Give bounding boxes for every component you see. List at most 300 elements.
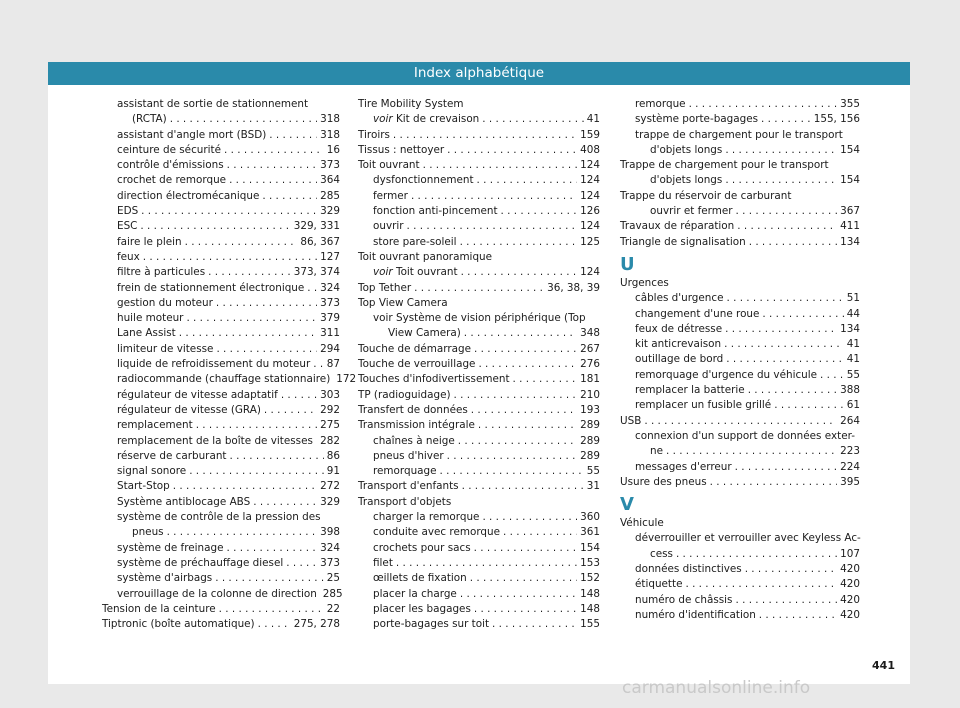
index-entry: [620, 337, 860, 352]
index-heading: Top View Camera: [358, 296, 448, 309]
page-reference: 25: [326, 572, 340, 585]
index-entry: [620, 547, 860, 562]
dot-leader: [440, 464, 584, 479]
entry-term: réserve de carburant: [117, 449, 227, 462]
entry-term: numéro d'identification: [635, 608, 756, 621]
dot-leader: [726, 352, 844, 367]
index-entry: [358, 403, 600, 418]
index-entry: [102, 296, 340, 311]
index-entry: [620, 398, 860, 413]
page-reference: 311: [320, 327, 340, 340]
entry-term: messages d'erreur: [635, 460, 732, 473]
page-reference: 210: [580, 388, 600, 401]
index-entry: [620, 204, 860, 219]
index-entry: [358, 281, 600, 296]
page-reference: 124: [580, 220, 600, 233]
dot-leader: [460, 587, 577, 602]
entry-term: direction électromécanique: [117, 189, 260, 202]
entry-term: feux: [117, 250, 140, 263]
dot-leader: [685, 577, 837, 592]
index-entry: [620, 444, 860, 459]
entry-term: Touches d'infodivertissement: [358, 373, 510, 386]
page-reference: 148: [580, 602, 600, 615]
page-reference: 152: [580, 572, 600, 585]
index-entry: [102, 342, 340, 357]
entry-term: placer la charge: [373, 587, 457, 600]
page-reference: 154: [840, 143, 860, 156]
index-entry: [358, 479, 600, 494]
dot-leader: [143, 250, 317, 265]
page-reference: 107: [840, 547, 860, 560]
entry-term-text: Kit de crevaison: [395, 113, 480, 126]
dot-leader: [264, 403, 317, 418]
dot-leader: [170, 112, 317, 127]
index-entry: [620, 352, 860, 367]
index-entry: [102, 602, 340, 617]
entry-term: système porte-bagages: [635, 113, 759, 126]
dot-leader: [736, 204, 838, 219]
entry-term: Transfert de données: [358, 403, 468, 416]
dot-leader: [286, 556, 317, 571]
page-reference: 154: [840, 174, 860, 187]
dot-leader: [173, 479, 317, 494]
dot-leader: [492, 617, 577, 632]
entry-term: frein de stationnement électronique: [117, 281, 305, 294]
entry-term: remplacement de la boîte de vitesses: [117, 434, 313, 447]
page-reference: 155, 156: [813, 113, 860, 126]
dot-leader: [462, 479, 584, 494]
index-entry: [102, 326, 340, 341]
page-reference: 41: [586, 113, 600, 126]
entry-term: radiocommande (chauffage stationnaire): [117, 373, 331, 386]
index-entry: [102, 434, 340, 449]
index-column-2: [358, 97, 600, 632]
index-entry: [102, 617, 340, 632]
section-letter: U: [620, 253, 635, 275]
page-reference: 398: [320, 526, 340, 539]
index-entry: [102, 128, 340, 143]
index-entry: [620, 307, 860, 322]
dot-leader: [140, 219, 290, 234]
page-reference: 303: [320, 388, 340, 401]
page-reference: 276: [580, 358, 600, 371]
index-entry: [102, 372, 357, 387]
page-reference: 272: [320, 480, 340, 493]
entry-term: gestion du moteur: [117, 296, 213, 309]
index-entry: [620, 475, 860, 490]
dot-leader: [224, 143, 324, 158]
index-entry: [102, 265, 340, 280]
index-entry: [620, 322, 860, 337]
index-entry: [358, 449, 600, 464]
page-reference: 289: [580, 419, 600, 432]
index-entry: [102, 173, 340, 188]
index-entry: [102, 281, 340, 296]
dot-leader: [167, 525, 318, 540]
page-reference: 267: [580, 342, 600, 355]
index-entry: [358, 617, 600, 632]
entry-term: [373, 112, 479, 127]
entry-term: Transmission intégrale: [358, 419, 475, 432]
index-entry: [620, 143, 860, 158]
dot-leader: [477, 173, 578, 188]
page-reference: 324: [320, 281, 340, 294]
entry-term: charger la remorque: [373, 511, 480, 524]
dot-leader: [447, 143, 577, 158]
index-heading: Tire Mobility System: [358, 98, 464, 110]
page-reference: 275, 278: [293, 618, 340, 631]
index-heading: Trappe de chargement pour le transport: [620, 159, 829, 172]
dot-leader: [725, 143, 837, 158]
page-reference: 355: [840, 98, 860, 110]
entry-term: Système antiblocage ABS: [117, 495, 251, 508]
entry-term: remplacer un fusible grillé: [635, 399, 772, 412]
entry-term: fermer: [373, 189, 408, 202]
page-reference: 91: [326, 465, 340, 478]
index-column-3: [620, 97, 860, 623]
dot-leader: [262, 189, 317, 204]
page-reference: 411: [840, 220, 860, 233]
index-entry: [620, 383, 860, 398]
entry-term: œillets de fixation: [373, 572, 467, 585]
see-reference: voir: [373, 266, 393, 279]
index-entry: [102, 403, 340, 418]
index-entry: [102, 449, 340, 464]
page-reference: 292: [320, 403, 340, 416]
dot-leader: [189, 464, 324, 479]
dot-leader: [219, 602, 324, 617]
index-entry: [358, 357, 600, 372]
dot-leader: [407, 219, 578, 234]
index-entry: [620, 219, 860, 234]
dot-leader: [411, 189, 577, 204]
entry-term: système d'airbags: [117, 572, 213, 585]
dot-leader: [474, 342, 577, 357]
index-heading: Transport d'objets: [358, 495, 452, 508]
entry-term: changement d'une roue: [635, 307, 760, 320]
entry-term: d'objets longs: [650, 174, 723, 187]
entry-term: ne: [650, 445, 663, 458]
index-entry: [102, 418, 340, 433]
entry-term: contrôle d'émissions: [117, 159, 224, 172]
page-reference: 373: [320, 296, 340, 309]
dot-leader: [186, 311, 317, 326]
page-reference: 41: [846, 353, 860, 366]
index-entry: [620, 460, 860, 475]
entry-term: ouvrir: [373, 220, 404, 233]
index-entry: [620, 414, 860, 429]
entry-term: crochets pour sacs: [373, 541, 471, 554]
dot-leader: [185, 235, 298, 250]
page-reference: 127: [320, 250, 340, 263]
section-letter: V: [620, 494, 634, 516]
index-entry: [358, 372, 600, 387]
dot-leader: [215, 571, 324, 586]
dot-leader: [474, 602, 577, 617]
entry-term: ESC: [117, 220, 138, 233]
index-heading: Trappe du réservoir de carburant: [620, 189, 792, 202]
page-reference: 361: [580, 526, 600, 539]
dot-leader: [761, 112, 811, 127]
dot-leader: [464, 326, 577, 341]
index-entry: [358, 571, 600, 586]
entry-term: store pare-soleil: [373, 235, 457, 248]
entry-term: feux de détresse: [635, 322, 723, 335]
dot-leader: [414, 281, 544, 296]
dot-leader: [393, 128, 577, 143]
index-entry: [358, 158, 600, 173]
entry-term: kit anticrevaison: [635, 338, 722, 351]
entry-term: remplacer la batterie: [635, 384, 745, 397]
entry-term: huile moteur: [117, 312, 184, 325]
index-heading: Toit ouvrant panoramique: [358, 250, 493, 263]
index-entry: [358, 189, 600, 204]
entry-term: Tiptronic (boîte automatique): [102, 618, 255, 631]
dot-leader: [269, 128, 317, 143]
page-reference: 16: [326, 143, 340, 156]
index-entry: [358, 587, 600, 602]
dot-leader: [710, 475, 838, 490]
dot-leader: [513, 372, 578, 387]
page-number: 441: [872, 659, 895, 672]
index-entry: [102, 495, 340, 510]
dot-leader: [735, 460, 838, 475]
dot-leader: [689, 97, 838, 112]
index-heading: Urgences: [620, 276, 669, 289]
page-reference: 285: [322, 587, 343, 600]
entry-term: liquide de refroidissement du moteur: [117, 358, 311, 371]
page-reference: 285: [320, 189, 340, 202]
dot-leader: [454, 388, 578, 403]
page-reference: 388: [840, 384, 860, 397]
index-entry: [620, 593, 860, 608]
dot-leader: [759, 608, 837, 623]
page-reference: 373: [320, 556, 340, 569]
entry-term: régulateur de vitesse adaptatif: [117, 388, 278, 401]
entry-term: EDS: [117, 205, 139, 218]
index-entry: [102, 587, 343, 602]
index-entry: [102, 479, 340, 494]
index-entry: [102, 357, 340, 372]
dot-leader: [281, 388, 317, 403]
entry-term: Travaux de réparation: [620, 220, 735, 233]
index-entry: [358, 434, 600, 449]
index-column-1: [102, 97, 357, 632]
index-heading: connexion d'un support de données exter-: [635, 429, 855, 442]
entry-term: fonction anti-pincement: [373, 205, 498, 218]
page-reference: 124: [580, 189, 600, 202]
page-reference: 36, 38, 39: [547, 281, 600, 294]
index-entry: [358, 204, 600, 219]
index-entry: [620, 577, 860, 592]
page-reference: 420: [840, 578, 860, 591]
page-reference: 289: [580, 449, 600, 462]
entry-term: remplacement: [117, 419, 193, 432]
page-reference: 324: [320, 541, 340, 554]
watermark: carmanualsonline.info: [622, 678, 811, 698]
page-reference: 420: [840, 563, 860, 576]
index-entry: [620, 173, 860, 188]
dot-leader: [676, 547, 837, 562]
index-entry: [358, 235, 600, 250]
page-reference: 159: [580, 128, 600, 141]
page-reference: 148: [580, 587, 600, 600]
dot-leader: [229, 449, 323, 464]
dot-leader: [461, 265, 578, 280]
entry-term: signal sonore: [117, 465, 187, 478]
page-reference: 61: [846, 399, 860, 412]
page-reference: 124: [580, 159, 600, 172]
page-reference: 367: [840, 205, 860, 218]
entry-term: système de préchauffage diesel: [117, 556, 284, 569]
index-heading: trappe de chargement pour le transport: [635, 128, 843, 141]
page-reference: 318: [320, 128, 340, 141]
page-reference: 329: [320, 205, 340, 218]
page-reference: 348: [580, 327, 600, 340]
page-reference: 318: [320, 113, 340, 126]
page-reference: 282: [320, 434, 340, 447]
entry-term: données distinctives: [635, 563, 742, 576]
entry-term: Start-Stop: [117, 480, 170, 493]
page-reference: 51: [846, 292, 860, 305]
index-heading: système de contrôle de la pression des: [117, 511, 321, 524]
entry-term: remorque: [635, 98, 686, 110]
index-entry: [358, 541, 600, 556]
dot-leader: [253, 495, 317, 510]
dot-leader: [478, 357, 577, 372]
page-reference: 294: [320, 342, 340, 355]
dot-leader: [141, 204, 317, 219]
index-entry: [358, 510, 600, 525]
index-entry: [620, 235, 860, 250]
dot-leader: [458, 434, 577, 449]
page-reference: 193: [580, 403, 600, 416]
page-title: Index alphabétique: [48, 62, 910, 85]
dot-leader: [216, 296, 317, 311]
index-heading: voir Système de vision périphérique (Top: [373, 312, 586, 325]
page-reference: 289: [580, 434, 600, 447]
entry-term: d'objets longs: [650, 143, 723, 156]
dot-leader: [482, 510, 577, 525]
dot-leader: [258, 617, 291, 632]
entry-term: Lane Assist: [117, 327, 176, 340]
page-reference: 125: [580, 235, 600, 248]
index-entry: [358, 342, 600, 357]
entry-term: placer les bagages: [373, 602, 471, 615]
entry-term: filtre à particules: [117, 266, 206, 279]
entry-term: Top Tether: [358, 281, 412, 294]
dot-leader: [501, 204, 578, 219]
index-entry: [102, 235, 340, 250]
page-reference: 41: [846, 338, 860, 351]
entry-term: ouvrir et fermer: [650, 205, 733, 218]
index-heading: déverrouiller et verrouiller avec Keyless Ac-: [635, 532, 861, 545]
entry-term: ceinture de sécurité: [117, 143, 221, 156]
dot-leader: [460, 235, 578, 250]
dot-leader: [762, 307, 843, 322]
dot-leader: [503, 525, 577, 540]
entry-term: chaînes à neige: [373, 434, 455, 447]
dot-leader: [482, 112, 584, 127]
index-entry: [102, 112, 340, 127]
index-entry: [102, 204, 340, 219]
entry-term: conduite avec remorque: [373, 526, 500, 539]
index-entry: [358, 602, 600, 617]
index-entry: [358, 173, 600, 188]
page-reference: 86: [326, 449, 340, 462]
entry-term: (RCTA): [132, 113, 167, 126]
dot-leader: [726, 291, 843, 306]
entry-term: [373, 265, 458, 280]
dot-leader: [227, 158, 318, 173]
entry-term: système de freinage: [117, 541, 224, 554]
page-reference: 126: [580, 205, 600, 218]
page-reference: 329: [320, 495, 340, 508]
dot-leader: [447, 449, 578, 464]
index-entry: [102, 464, 340, 479]
dot-leader: [478, 418, 577, 433]
page-reference: 379: [320, 312, 340, 325]
dot-leader: [307, 281, 317, 296]
index-entry: [102, 189, 340, 204]
entry-term: Tension de la ceinture: [102, 602, 216, 615]
dot-leader: [735, 593, 837, 608]
dot-leader: [774, 398, 844, 413]
dot-leader: [749, 235, 837, 250]
entry-term: View Camera): [388, 327, 461, 340]
page-reference: 31: [586, 480, 600, 493]
index-entry: [102, 311, 340, 326]
page-reference: 134: [840, 235, 860, 248]
page-reference: 22: [326, 602, 340, 615]
page-reference: 364: [320, 174, 340, 187]
page-reference: 154: [580, 541, 600, 554]
page-reference: 134: [840, 322, 860, 335]
dot-leader: [471, 403, 577, 418]
entry-term: Triangle de signalisation: [620, 235, 746, 248]
entry-term: dysfonctionnement: [373, 174, 474, 187]
entry-term: régulateur de vitesse (GRA): [117, 403, 261, 416]
dot-leader: [724, 337, 844, 352]
entry-term: porte-bagages sur toit: [373, 618, 490, 631]
entry-term: filet: [373, 556, 393, 569]
entry-term: verrouillage de la colonne de direction: [117, 587, 317, 600]
index-entry: [358, 418, 600, 433]
index-entry: [358, 143, 600, 158]
page-reference: 408: [580, 143, 600, 156]
dot-leader: [396, 556, 577, 571]
index-heading: Véhicule: [620, 517, 664, 530]
page-reference: 44: [846, 307, 860, 320]
dot-leader: [313, 357, 323, 372]
page-reference: 181: [580, 373, 600, 386]
dot-leader: [208, 265, 291, 280]
page-reference: 329, 331: [293, 220, 340, 233]
dot-leader: [470, 571, 577, 586]
index-page: [48, 62, 910, 684]
index-entry: [102, 388, 340, 403]
dot-leader: [316, 434, 317, 449]
entry-term-text: Toit ouvrant: [395, 266, 458, 279]
entry-term: assistant d'angle mort (BSD): [117, 128, 267, 141]
index-entry: [620, 368, 860, 383]
page-reference: 420: [840, 608, 860, 621]
index-entry: [102, 143, 340, 158]
dot-leader: [666, 444, 837, 459]
entry-term: faire le plein: [117, 235, 182, 248]
dot-leader: [196, 418, 317, 433]
dot-leader: [474, 541, 578, 556]
